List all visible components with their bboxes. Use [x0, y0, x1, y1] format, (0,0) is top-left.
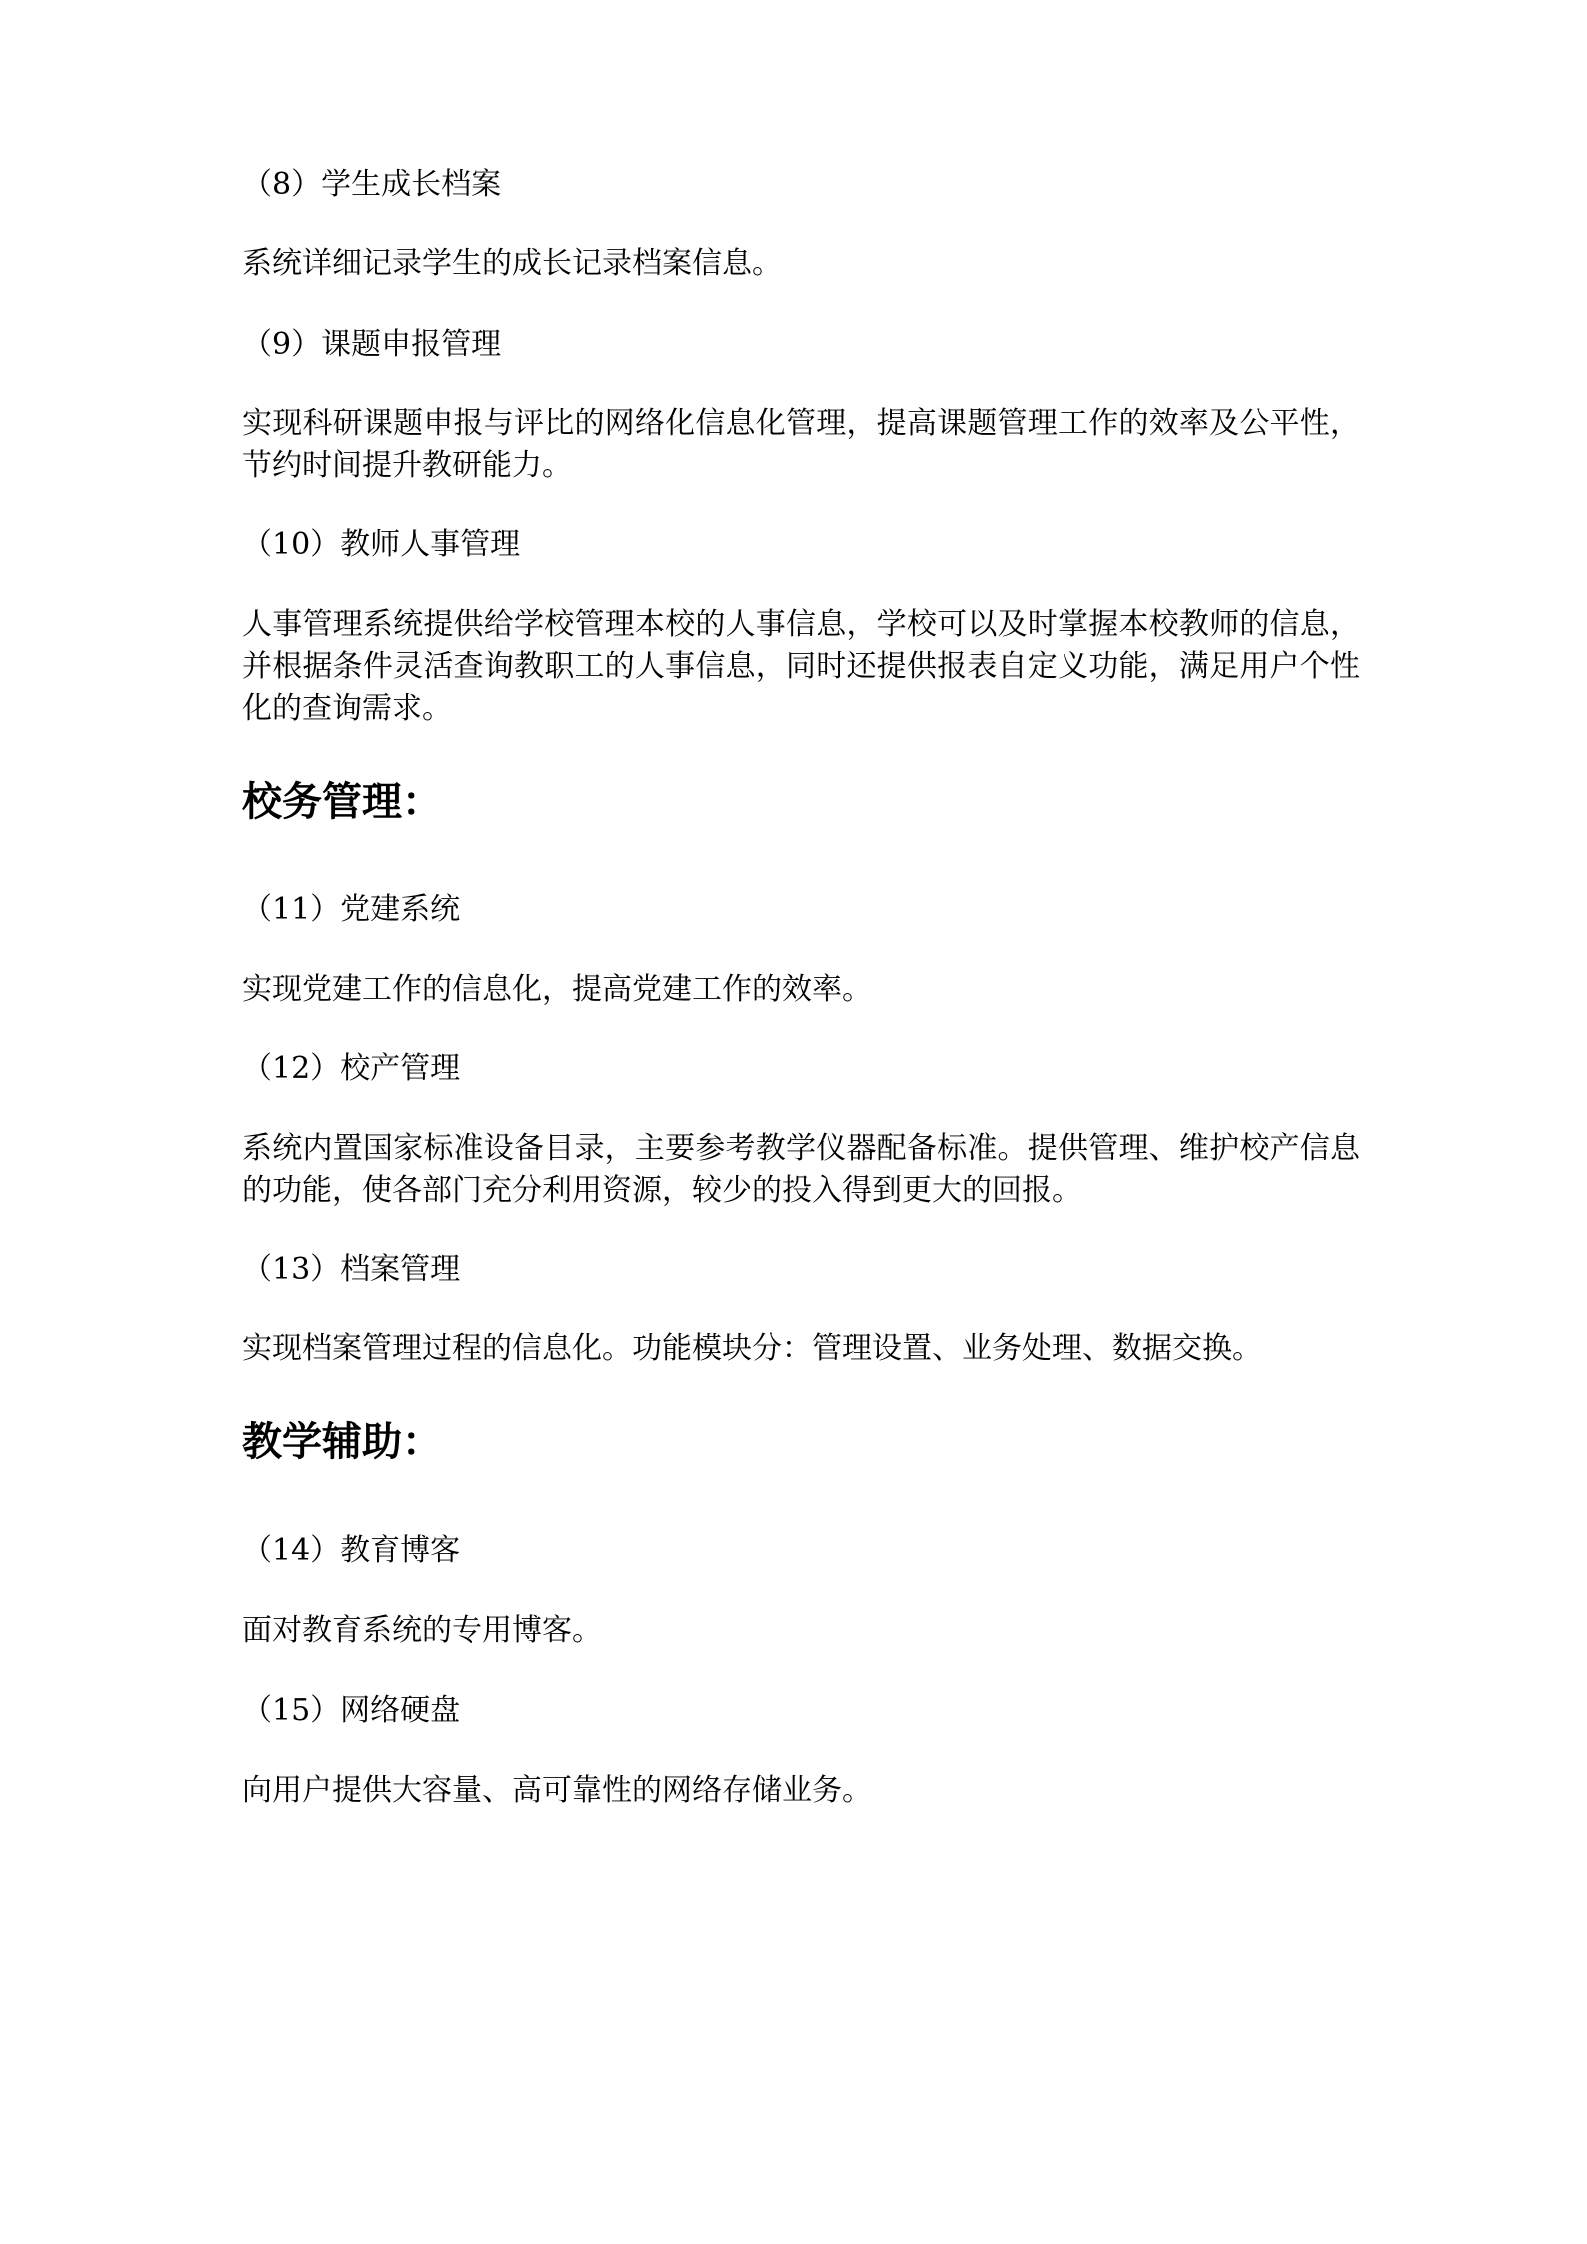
item-body: 人事管理系统提供给学校管理本校的人事信息，学校可以及时掌握本校教师的信息，并根据条件灵活查询教职工的人事信息，同时还提供报表自定义功能，满足用户个性化的查询需求。: [242, 607, 1360, 726]
item-body: 实现科研课题申报与评比的网络化信息化管理，提高课题管理工作的效率及公平性，节约时间提升教研能力。: [242, 406, 1360, 483]
item-body: 实现党建工作的信息化，提高党建工作的效率。: [242, 972, 872, 1007]
item-heading: （13）档案管理: [242, 1252, 461, 1287]
item-heading: （11）党建系统: [242, 892, 461, 927]
item-heading: （15）网络硬盘: [242, 1693, 461, 1728]
section-heading-school-affairs: 校务管理：: [242, 779, 442, 825]
item-body: 实现档案管理过程的信息化。功能模块分：管理设置、业务处理、数据交换。: [242, 1331, 1262, 1366]
item-heading: （14）教育博客: [242, 1533, 461, 1568]
item-heading: （8）学生成长档案: [242, 167, 502, 202]
item-body: 面对教育系统的专用博客。: [242, 1613, 602, 1648]
item-heading: （10）教师人事管理: [242, 527, 521, 562]
item-heading: （9）课题申报管理: [242, 327, 502, 362]
item-body: 系统详细记录学生的成长记录档案信息。: [242, 246, 782, 281]
item-heading: （12）校产管理: [242, 1051, 461, 1086]
item-body: 向用户提供大容量、高可靠性的网络存储业务。: [242, 1773, 872, 1808]
item-body: 系统内置国家标准设备目录，主要参考教学仪器配备标准。提供管理、维护校产信息的功能，使各部门充分利用资源，较少的投入得到更大的回报。: [242, 1131, 1360, 1208]
section-heading-teaching-aid: 教学辅助：: [242, 1419, 442, 1465]
